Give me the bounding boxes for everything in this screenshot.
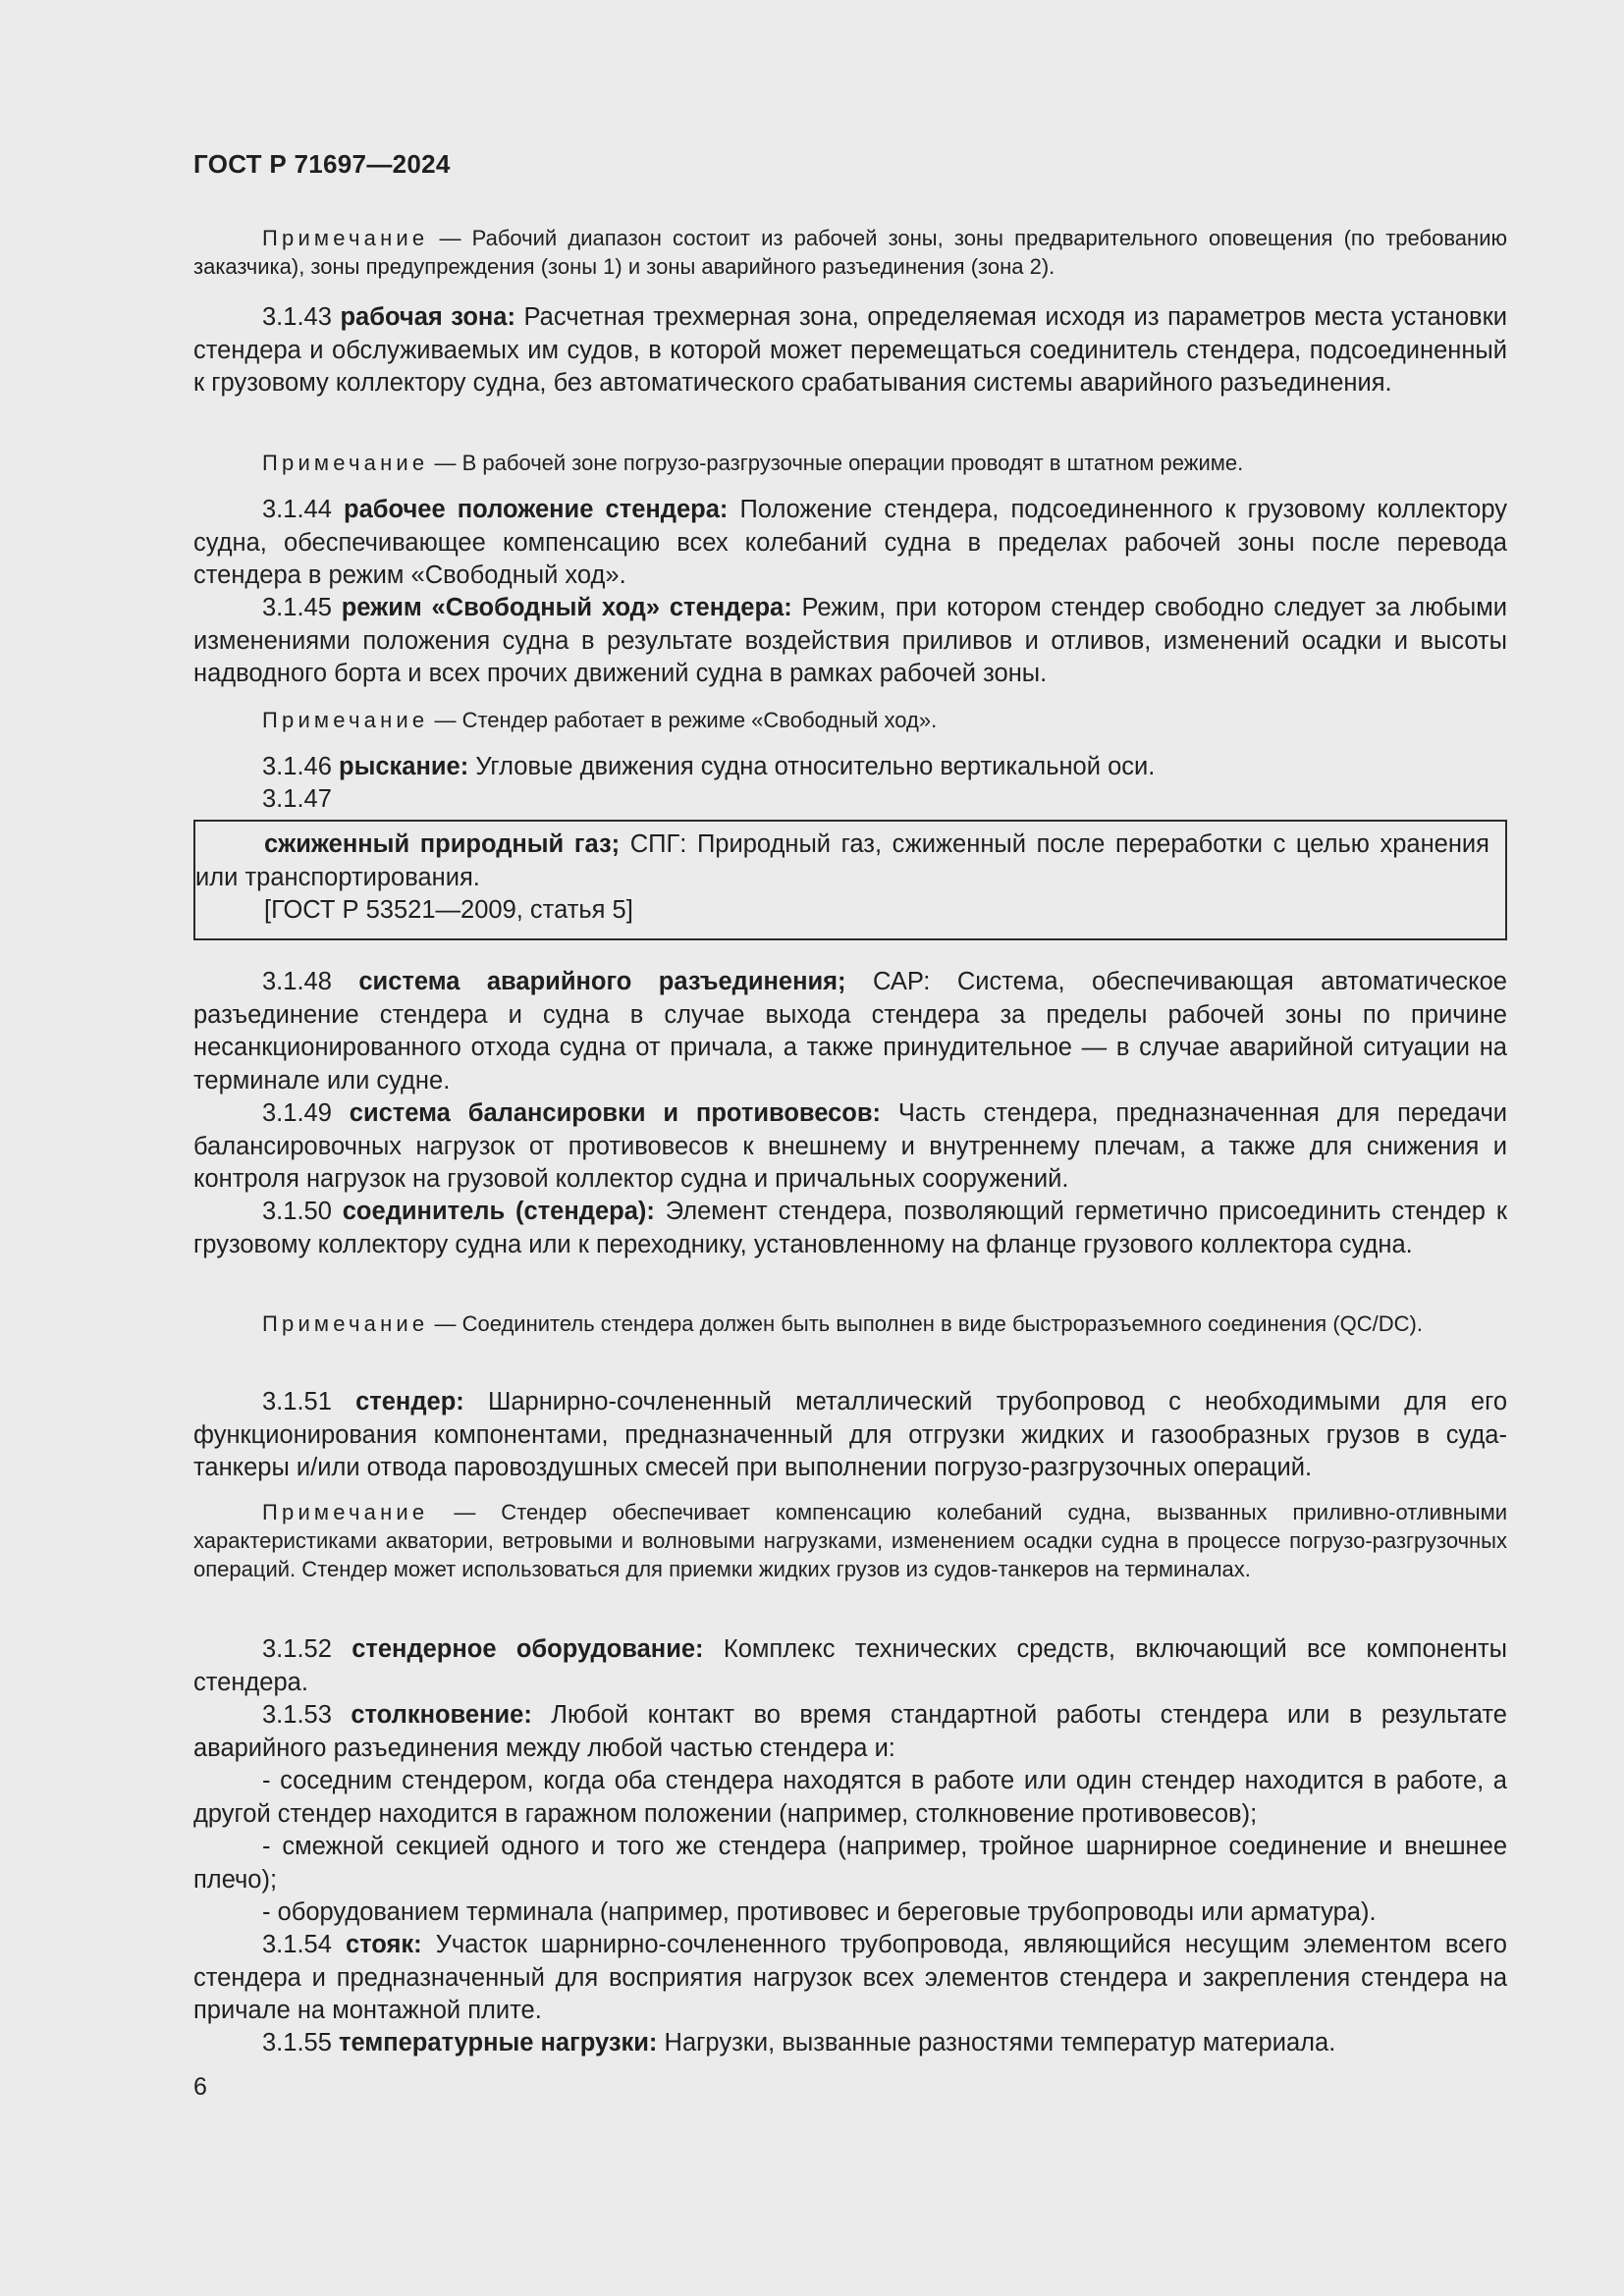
- term-name: стендер:: [355, 1388, 464, 1415]
- term-name: столкновение:: [351, 1701, 532, 1729]
- term-name: сжиженный природный газ;: [264, 830, 621, 858]
- note-text: — Рабочий диапазон состоит из рабочей зоны, зоны предварительного оповещения (по требованию заказчика), зоны предупреждения (зоны 1) и зоны аварийного разъединения (зона 2).: [193, 226, 1507, 279]
- term-3-1-54: [193, 1929, 1507, 2028]
- note-stender: [193, 1498, 1507, 1583]
- note-label: Примечание: [262, 226, 429, 250]
- term-definition: СПГ: Природный газ, сжиженный после переработки с целью хранения или транспортирования.: [195, 830, 1489, 891]
- term-3-1-45: [193, 592, 1507, 691]
- term-3-1-44: [193, 494, 1507, 593]
- term-name: стояк:: [345, 1931, 422, 1958]
- term-number: 3.1.53: [262, 1701, 332, 1729]
- term-3-1-53: [193, 1699, 1507, 1765]
- term-number: 3.1.43: [262, 303, 332, 331]
- list-item: - смежной секцией одного и того же стендера (например, тройное шарнирное соединение и внешнее плечо);: [193, 1833, 1507, 1894]
- term-name: рыскание:: [339, 753, 469, 780]
- term-name: стендерное оборудование:: [352, 1635, 704, 1663]
- note-text: — Стендер работает в режиме «Свободный ход».: [434, 708, 938, 732]
- term-name: режим «Свободный ход» стендера:: [341, 594, 792, 621]
- note-label: Примечание: [262, 708, 429, 732]
- term-3-1-46: [193, 751, 1507, 784]
- page-number: 6: [193, 2073, 207, 2101]
- term-name: рабочая зона:: [340, 303, 515, 331]
- term-number: 3.1.49: [262, 1099, 332, 1127]
- term-number: 3.1.51: [262, 1388, 332, 1415]
- term-source-reference: [ГОСТ Р 53521—2009, статья 5]: [264, 896, 633, 924]
- term-number: 3.1.55: [262, 2029, 332, 2056]
- list-item: - оборудованием терминала (например, противовес и береговые трубопроводы или арматура).: [262, 1898, 1377, 1926]
- term-number: 3.1.48: [262, 968, 332, 995]
- term-definition: Шарнирно-сочлененный металлический трубопровод с необходимыми для его функционирования компонентами, предназначенный для отгрузки жидких и газообразных грузов в суда-танкеры и/или отвода паровоздушных смесей при выполнении погрузо-разгрузочных операций.: [193, 1388, 1508, 1481]
- term-definition: Режим, при котором стендер свободно следует за любыми изменениями положения судна в результате воздействия приливов и отливов, изменений осадки и высоты надводного борта и всех прочих движений судна в рамках рабочей зоны.: [193, 594, 1508, 687]
- note-label: Примечание: [262, 451, 429, 475]
- term-3-1-49: [193, 1097, 1507, 1197]
- term-number: 3.1.54: [262, 1931, 332, 1958]
- term-name: рабочее положение стендера:: [344, 496, 729, 523]
- term-3-1-55: [193, 2027, 1507, 2060]
- note-text: — Соединитель стендера должен быть выполнен в виде быстроразъемного соединения (QC/DC).: [434, 1311, 1423, 1336]
- term-3-1-43: [193, 301, 1507, 400]
- term-definition: Участок шарнирно-сочлененного трубопровода, являющийся несущим элементом всего стендера и предназначенный для восприятия нагрузок всех элементов стендера и закрепления стендера на причале на монтажной плите.: [193, 1931, 1507, 2024]
- note-connector: [193, 1309, 1507, 1338]
- note-text: — В рабочей зоне погрузо-разгрузочные операции проводят в штатном режиме.: [434, 451, 1244, 475]
- term-number: 3.1.44: [262, 496, 332, 523]
- note-label: Примечание: [262, 1311, 429, 1336]
- note-free-run: [193, 706, 1507, 734]
- term-name: температурные нагрузки:: [339, 2029, 658, 2056]
- term-number: 3.1.50: [262, 1198, 332, 1225]
- note-text: — Стендер обеспечивает компенсацию колебаний судна, вызванных приливно-отливными характеристиками акватории, ветровыми и волновыми нагрузками, изменением осадки судна в процессе погрузо-разгрузочных операций. Стендер может использоваться для приемки жидких грузов из судов-танкеров на терминалах.: [193, 1500, 1507, 1581]
- term-definition: Комплекс технических средств, включающий все компоненты стендера.: [193, 1635, 1507, 1696]
- document-code-header: ГОСТ Р 71697—2024: [193, 149, 451, 179]
- term-number: 3.1.45: [262, 594, 332, 621]
- term-definition: САР: Система, обеспечивающая автоматическое разъединение стендера и судна в случае выхода стендера за пределы рабочей зоны по причине несанкционированного отхода судна от причала, а также принудительное — в случае аварийной ситуации на терминале или судне.: [193, 968, 1507, 1095]
- term-3-1-47-number: 3.1.47: [262, 785, 332, 813]
- term-definition: Положение стендера, подсоединенного к грузовому коллектору судна, обеспечивающее компенсацию всех колебаний судна в пределах рабочей зоны после перевода стендера в режим «Свободный ход».: [193, 496, 1507, 589]
- term-number: 3.1.46: [262, 753, 332, 780]
- term-name: система аварийного разъединения;: [358, 968, 846, 995]
- term-definition: Расчетная трехмерная зона, определяемая исходя из параметров места установки стендера и обслуживаемых им судов, в которой может перемещаться соединитель стендера, подсоединенный к грузовому коллектору судна, без автоматического срабатывания системы аварийного разъединения.: [193, 303, 1507, 397]
- term-definition: Часть стендера, предназначенная для передачи балансировочных нагрузок от противовесов к внешнему и внутреннему плечам, а также для снижения и контроля нагрузок на грузовой коллектор судна и причальных сооружений.: [193, 1099, 1508, 1193]
- note-label: Примечание: [262, 1500, 429, 1524]
- term-name: система балансировки и противовесов:: [349, 1099, 882, 1127]
- term-definition: Нагрузки, вызванные разностями температур материала.: [664, 2029, 1336, 2056]
- term-definition: Элемент стендера, позволяющий герметично присоединить стендер к грузовому коллектору судна или к переходнику, установленному на фланце грузового коллектора судна.: [193, 1198, 1507, 1258]
- term-3-1-50: [193, 1196, 1507, 1261]
- term-3-1-47: [195, 828, 1489, 894]
- term-3-1-48: [193, 966, 1507, 1097]
- note-working-range: [193, 224, 1507, 281]
- term-3-1-51: [193, 1386, 1507, 1485]
- term-number: 3.1.52: [262, 1635, 332, 1663]
- note-working-zone: [193, 449, 1507, 477]
- list-item: - соседним стендером, когда оба стендера находятся в работе или один стендер находится в работе, а другой стендер находится в гаражном положении (например, столкновение противовесов);: [193, 1767, 1507, 1828]
- term-definition: Угловые движения судна относительно вертикальной оси.: [475, 753, 1156, 780]
- term-3-1-52: [193, 1633, 1507, 1699]
- term-name: соединитель (стендера):: [342, 1198, 655, 1225]
- term-definition: Любой контакт во время стандартной работы стендера или в результате аварийного разъединения между любой частью стендера и:: [193, 1701, 1507, 1762]
- quoted-term-box: [193, 820, 1507, 940]
